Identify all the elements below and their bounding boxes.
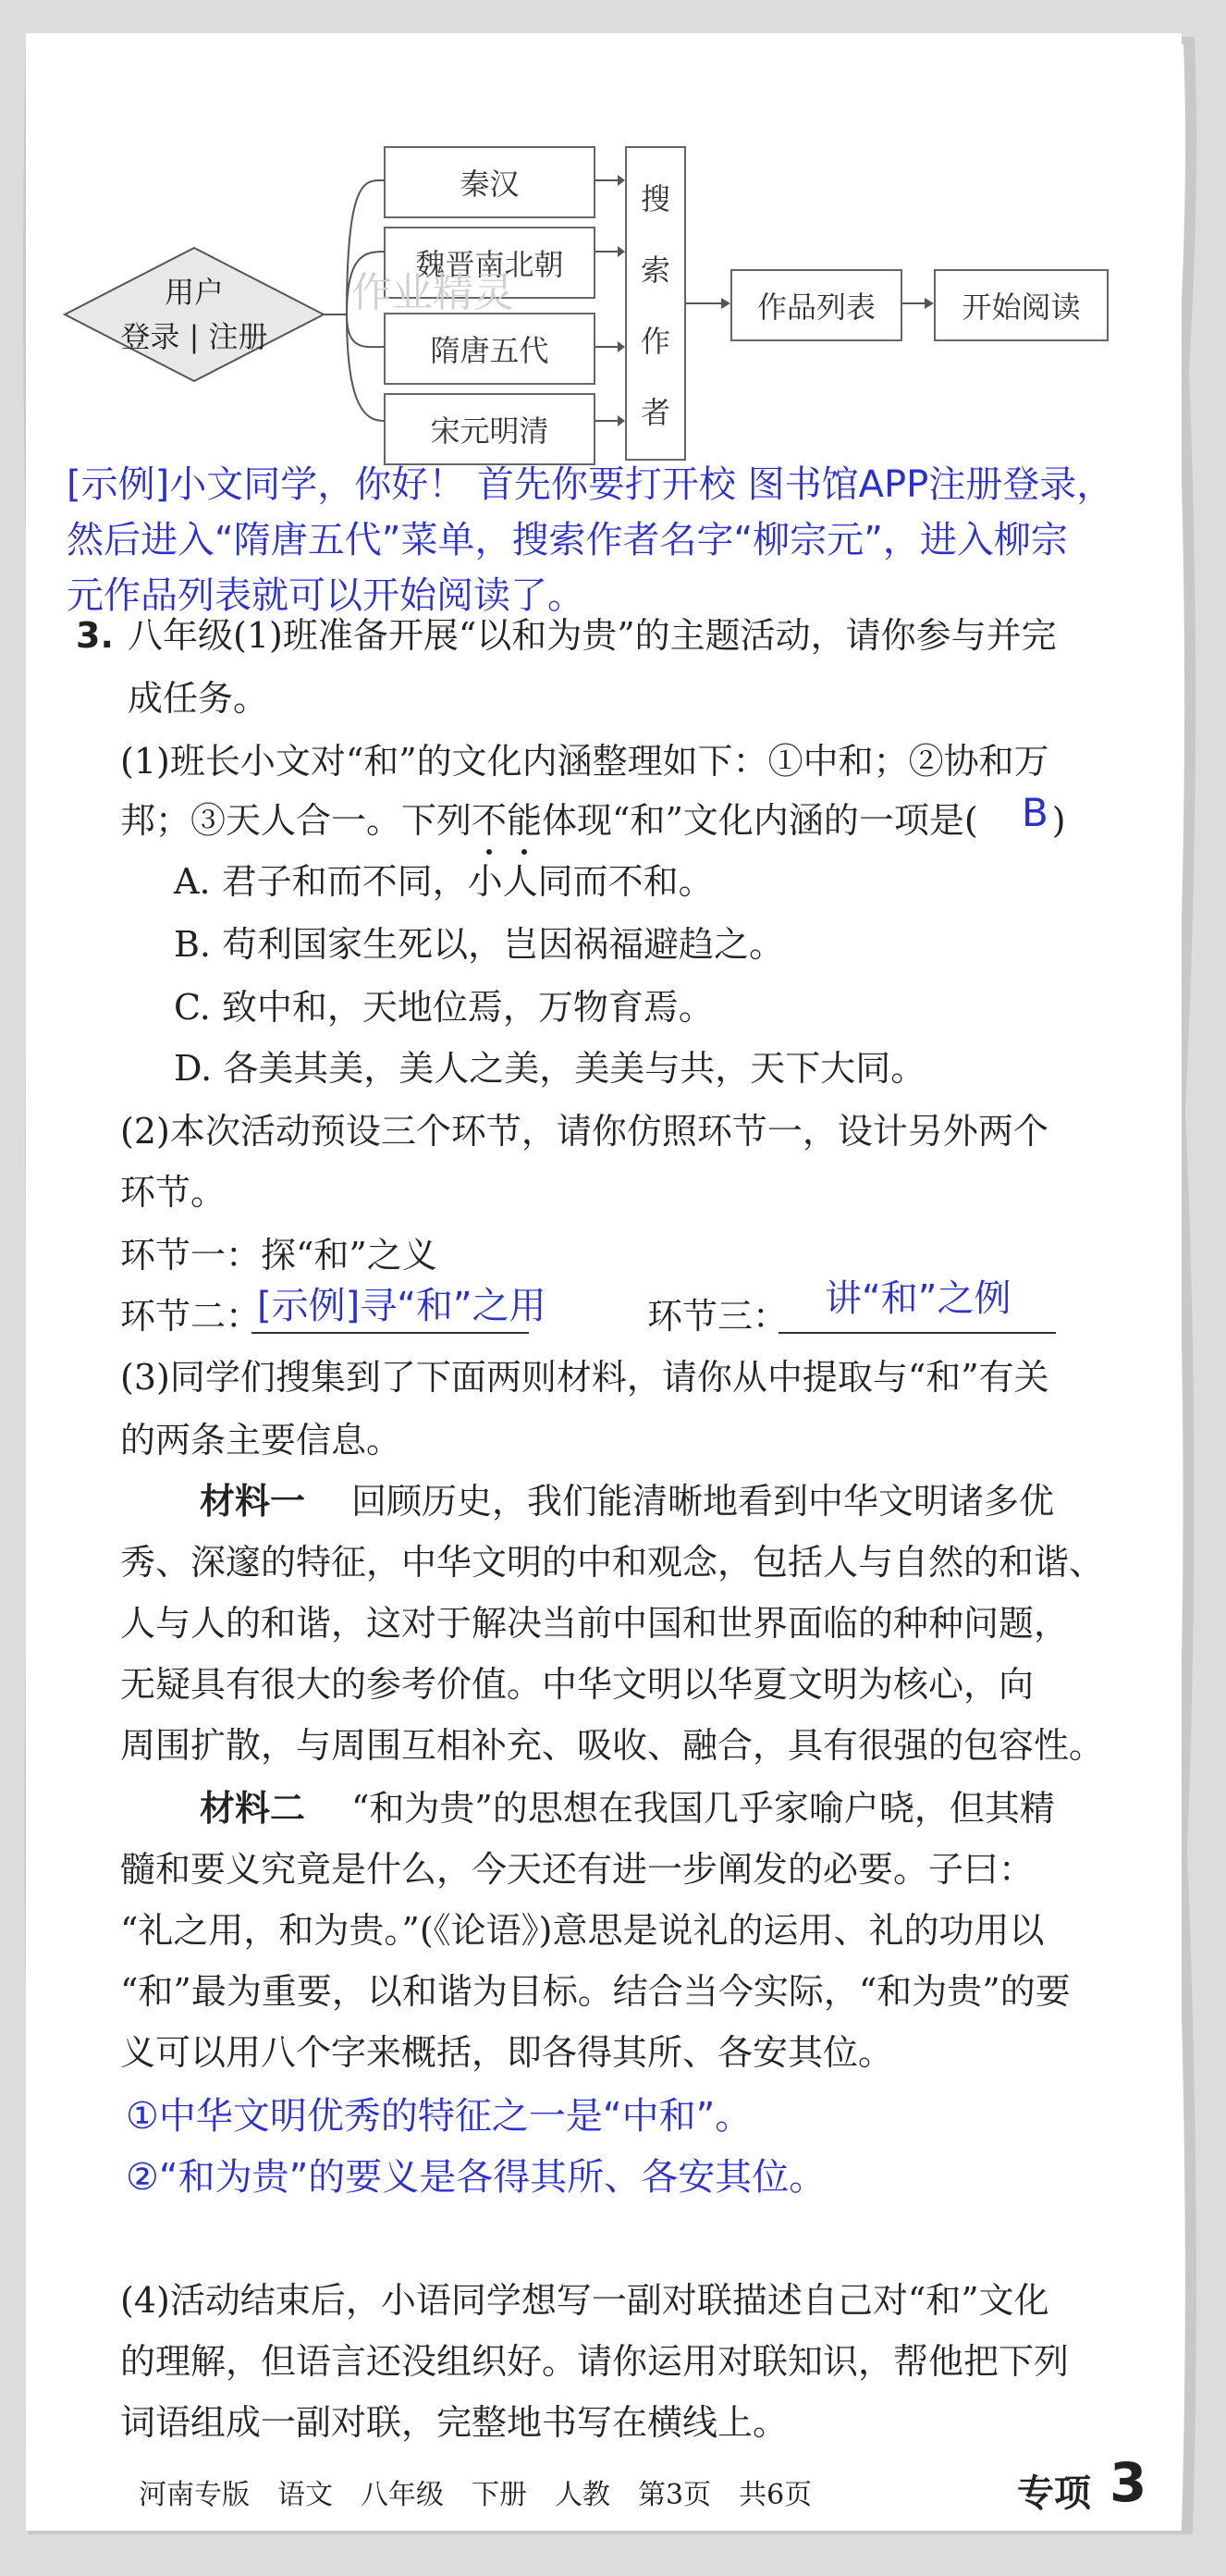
- p1-line1: (1)班长小文对“和”的文化内涵整理如下：①中和；②协和万: [120, 741, 1049, 782]
- link1: 环节一：探“和”之义: [120, 1235, 437, 1276]
- p4-line3: 词语组成一副对联，完整地书写在横线上。: [120, 2402, 789, 2443]
- p3-line2: 的两条主要信息。: [120, 1420, 402, 1461]
- login-node-line1: 用户: [164, 275, 224, 310]
- option-a: A. 君子和而不同，小人同而不和。: [174, 861, 714, 902]
- flow-connectors: [0, 0, 1226, 481]
- material2-title: 材料二: [200, 1788, 306, 1829]
- q3-stem-line2: 成任务。: [128, 678, 269, 719]
- material1-line1: 回顾历史，我们能清晰地看到中华文明诸多优: [351, 1481, 1055, 1522]
- material1-line3: 人与人的和谐，这对于解决当前中国和世界面临的种种问题，: [120, 1603, 1070, 1644]
- works-list-box: 作品列表: [730, 269, 902, 341]
- answer-top-line3: 元作品列表就可以开始阅读了。: [67, 574, 584, 617]
- emphasis-char-neng: 能: [507, 795, 542, 845]
- login-node: [65, 248, 324, 381]
- era-box-qinhan: 秦汉: [384, 146, 595, 218]
- answer3-2: ②“和为贵”的要义是各得其所、各安其位。: [126, 2156, 827, 2199]
- p4-line2: 的理解，但语言还没组织好。请你运用对联知识，帮他把下列: [120, 2341, 1070, 2382]
- q3-number: 3.: [76, 615, 114, 656]
- link2-answer: [示例]寻“和”之用: [257, 1285, 546, 1327]
- material2-line4: “和”最为重要，以和谐为目标。结合当今实际，“和为贵”的要: [120, 1971, 1071, 2012]
- p3-line1: (3)同学们搜集到了下面两则材料，请你从中提取与“和”有关: [120, 1357, 1049, 1398]
- answer-top-line1: [示例]小文同学，你好！ 首先你要打开校 图书馆APP注册登录，: [67, 463, 1114, 506]
- link2-blank[interactable]: [251, 1332, 529, 1334]
- watermark: 作业精灵: [351, 269, 514, 316]
- q3-stem-line1: 八年级(1)班准备开展“以和为贵”的主题活动，请你参与并完: [128, 615, 1057, 656]
- answer3-1: ①中华文明优秀的特征之一是“中和”。: [126, 2095, 753, 2138]
- era-box-weijin: 魏晋南北朝: [384, 227, 595, 299]
- footer-info: 河南专版 语文 八年级 下册 人教 第3页 共6页: [139, 2479, 813, 2511]
- material2-line3: “礼之用，和为贵。”(《论语》)意思是说礼的运用、礼的功用以: [120, 1910, 1045, 1951]
- emphasis-char-bu: 不: [472, 795, 507, 845]
- footer-page-number: 3: [1110, 2451, 1147, 2514]
- material2-line2: 髓和要义究竟是什么，今天还有进一步阐发的必要。子曰：: [120, 1849, 1035, 1890]
- search-char-2: 索: [640, 252, 670, 288]
- link3-label: 环节三：: [647, 1296, 789, 1337]
- material2-line1: “和为贵”的思想在我国几乎家喻户晓，但其精: [351, 1788, 1055, 1829]
- start-reading-box: 开始阅读: [934, 269, 1109, 341]
- search-char-4: 者: [640, 394, 670, 430]
- era-box-songyuan: 宋元明清: [384, 393, 595, 465]
- login-node-line2: 登录 | 注册: [120, 319, 268, 354]
- p1-line2-start: 邦；③天人合一。下列: [120, 800, 472, 841]
- link3-answer: 讲“和”之例: [825, 1277, 1011, 1320]
- option-b: B. 苟利国家生死以，岂因祸福避趋之。: [174, 924, 785, 965]
- p1-line2: [120, 795, 1066, 845]
- p1-line2-end: 体现“和”文化内涵的一项是(: [542, 800, 978, 841]
- option-c: C. 致中和，天地位焉，万物育焉。: [174, 987, 714, 1028]
- material1-line2: 秀、深邃的特征，中华文明的中和观念，包括人与自然的和谐、: [120, 1542, 1105, 1583]
- link3-blank[interactable]: [779, 1332, 1056, 1334]
- link2-label: 环节二：: [120, 1296, 262, 1337]
- era-box-suitang: 隋唐五代: [384, 313, 595, 385]
- answer-top-line2: 然后进入“隋唐五代”菜单，搜索作者名字“柳宗元”，进入柳宗: [67, 519, 1068, 561]
- p4-line1: (4)活动结束后，小语同学想写一副对联描述自己对“和”文化: [120, 2280, 1049, 2321]
- search-char-1: 搜: [640, 180, 670, 216]
- material1-line4: 无疑具有很大的参考价值。中华文明以华夏文明为核心，向: [120, 1664, 1035, 1705]
- material1-line5: 周围扩散，与周围互相补充、吸收、融合，具有很强的包容性。: [120, 1725, 1105, 1766]
- p1-answer: B: [1022, 790, 1048, 835]
- material1-title: 材料一: [200, 1481, 306, 1522]
- option-d: D. 各美其美，美人之美，美美与共，天下大同。: [174, 1048, 926, 1089]
- search-author-box: [625, 146, 686, 461]
- search-char-3: 作: [640, 323, 670, 359]
- footer-tag: 专项: [1017, 2472, 1091, 2515]
- p2-line1: (2)本次活动预设三个环节，请你仿照环节一，设计另外两个: [120, 1111, 1048, 1152]
- p2-line2: 环节。: [120, 1172, 227, 1213]
- material2-line5: 义可以用八个字来概括，即各得其所、各安其位。: [120, 2032, 894, 2073]
- p1-close-paren: ): [1051, 800, 1066, 841]
